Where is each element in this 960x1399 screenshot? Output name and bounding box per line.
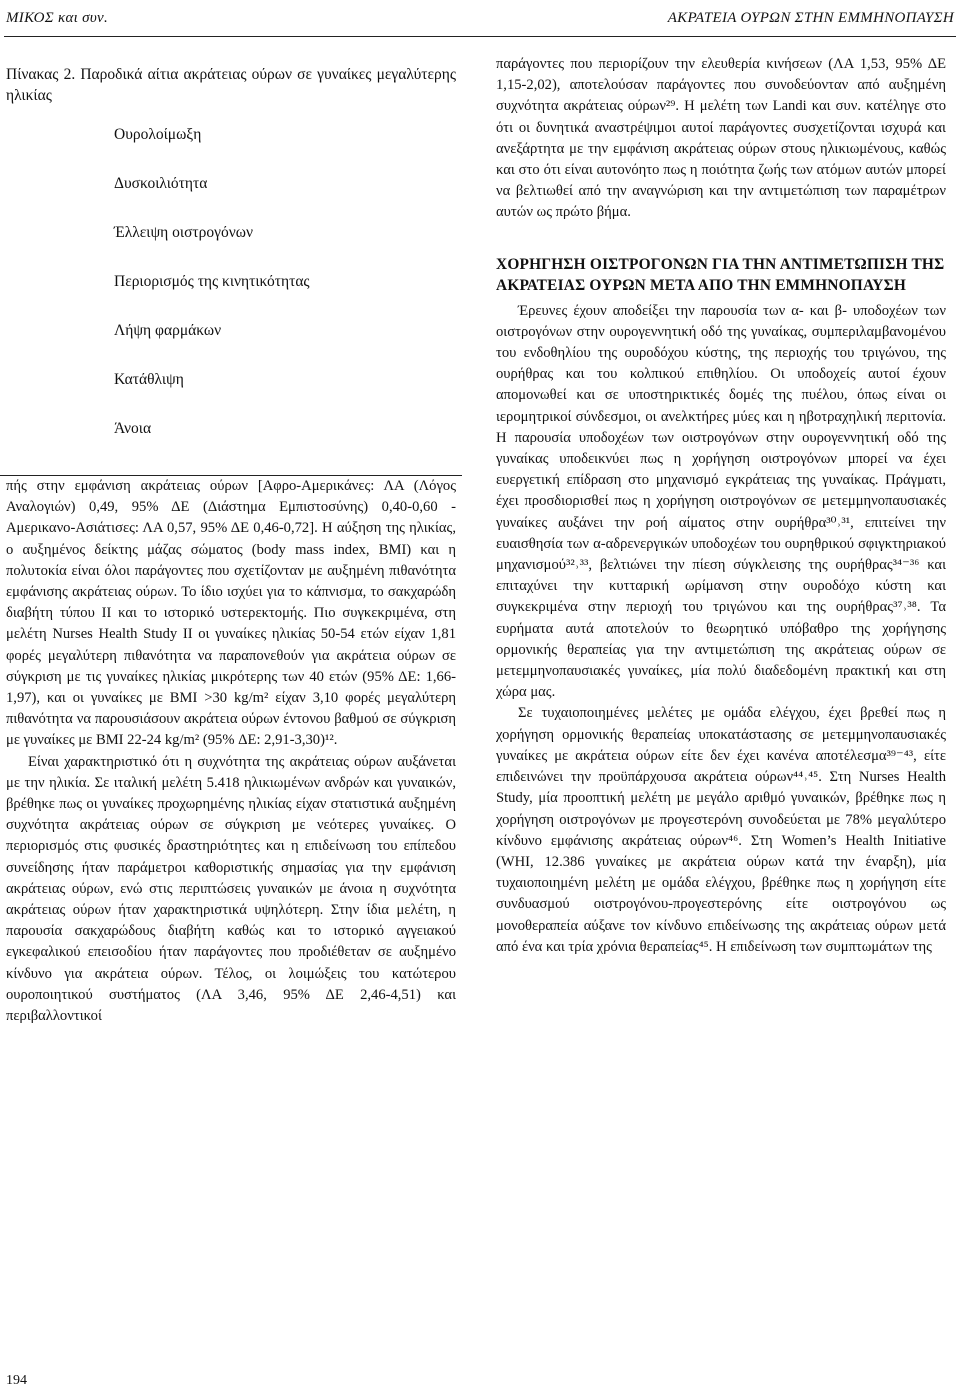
table-list [114, 124, 456, 467]
body-paragraph: πής στην εμφάνιση ακράτειας ούρων [Αφρο-Αμερικάνες: ΛΑ (Λόγος Αναλογιών) 0,49, 95% ΔΕ (Διάστημα Εμπιστοσύνης) 0,40-0,60 - Αμερικανο-Ασιάτισες: ΛΑ 0,57, 95% ΔΕ 0,46-0,72]. Η αύξηση της ηλικίας, ο αυξημένος δείκτης μάζας σώματος (body mass index, BMI) και η πολυτοκία είναι όλοι παράγοντες που σχετίζονταν με αυξημένη πιθανότητα εμφάνισης ακράτειας ούρων. Το ίδιο ισχύει για το κάπνισμα, το σακχαρώδη διαβήτη τύπου ΙΙ και το ιστορικό υστερεκτομής. Πιο συγκεκριμένα, στη μελέτη Nurses Health Study II οι γυναίκες ηλικίας 50-54 ετών είχαν 1,81 φορές μεγαλύτερη πιθανότητα να παραπονεθούν για ακράτεια ούρων σε σύγκριση με τις γυναίκες ηλικίας μικρότερης των 40 ετών (95% ΔΕ: 1,66-1,97), και οι γυναίκες με BMI >30 kg/m² είχαν 3,10 φορές μεγαλύτερη πιθανότητα να παρουσιάσουν ακράτεια ούρων έντονου βαθμού σε σύγκριση με γυναίκες με BMI 22-24 kg/m² (95% ΔΕ: 2,91-3,30)¹². [6, 478, 456, 749]
table-item: Περιορισμός της κινητικότητας [114, 273, 310, 290]
body-paragraph: Είναι χαρακτηριστικό ότι η συχνότητα της ακράτειας ούρων αυξάνεται με την ηλικία. Σε ιταλική μελέτη 5.418 ηλικιωμένων ανδρών και γυναικών, βρέθηκε πως οι γυναίκες προχωρημένης ηλικίας είχαν στατιστικά αυξημένη συχνότητα ακράτειας ούρων σε σύγκριση με νεότερες γυναίκες. Ο περιορισμός στις φυσικές δραστηριότητες και η επιδείνωση του επίπεδου συνείδησης ήταν παράμετροι καθοριστικής σημασίας για την εμφάνιση ακράτειας ούρων, ενώ στις περιπτώσεις γυναικών με άνοια η συχνότητα ακράτειας ούρων ήταν χαρακτηριστικά υψηλότερη. Στην ίδια μελέτη, η παρουσία σακχαρώδους διαβήτη καθώς και το ιστορικό αγγειακού εγκεφαλικού επεισοδίου ήταν παράγοντες που προδιέθεταν σε αυξημένο κίνδυνο για ακράτεια ούρων. Τέλος, οι λοιμώξεις του κατώτερου ουροποιητικού συστήματος (ΛΑ 3,46, 95% ΔΕ 2,46-4,51) και περιβαλλοντικοί [6, 753, 456, 1025]
body-paragraph: παράγοντες που περιορίζουν την ελευθερία κινήσεων (ΛΑ 1,53, 95% ΔΕ 1,15-2,02), αποτελούσαν παράγοντες που συνοδεύονταν από αυξημένη συχνότητα ακράτειας ούρων²⁹. Η μελέτη των Landi και συν. κατέληγε στο ότι οι δυνητικά αναστρέψιμοι αυτοί παράγοντες συσχετίζονται ισχυρά και ανεξάρτητα με την εμφάνιση ακράτειας ούρων στους ηλικιωμένους, καθώς και στο ότι είναι αυτονόητο πως η ποιότητα ζωής των ατόμων αυτών μπορεί να βελτιωθεί από την αναγνώριση και την αντιμετώπιση των παραμέτρων αυτών ως πρώτο βήμα. [496, 56, 946, 221]
table-item: Άνοια [114, 420, 152, 437]
table-caption: Πίνακας 2. Παροδικά αίτια ακράτειας ούρων σε γυναίκες μεγαλύτερης ηλικίας [6, 66, 456, 104]
body-paragraph: Έρευνες έχουν αποδείξει την παρουσία των α- και β- υποδοχέων των οιστρογόνων στην ουρογεννητική οδό της γυναίκας, συμπεριλαμβανομένου του ενδοθηλίου της ουροδόχου κύστης, της περιοχής του τριγώνου, της ουρήθρας και του κολπικού επιθηλίου. Οι υποδοχείς αυτοί έχουν απομονωθεί και σε υποστηρικτικές δομές της πυέλου, όπως είναι οι ιερομητρικοί σύνδεσμοι, οι ανελκτήρες μύες και η ηβοτραχηλική περιτονία. Η παρουσία υποδοχέων των οιστρογόνων στην ουρογεννητική οδό της γυναίκας υποδεικνύει πως η χορήγηση οιστρογόνων μπορεί να έχει ευεργετική επίδραση στο μηχανισμό εγκράτειας της γυναίκας. Πράγματι, έχει προσδιορισθεί πως η χορήγηση οιστρογόνων σε μετεμμηνοπαυσιακές γυναίκες αυξάνει την ροή αίματος στην ουρήθρα³⁰˒³¹, επιτείνει την ευαισθησία των α-αδρενεργικών υποδοχέων του ουρηθρικού σφιγκτηριακού μηχανισμού³²˒³³, βελτιώνει την πίεση σύγκλεισης της ουρήθρας³⁴⁻³⁶ και επιταχύνει την κυτταρική ωρίμανση στην ουροδόχο κύστη και συγκεκριμένα στην περιοχή του τριγώνου και της ουρήθρας³⁷˒³⁸. Τα ευρήματα αυτά αποτελούν το θεωρητικό υπόβαθρο της χορήγησης ορμονικής θεραπείας για την αντιμετώπιση της ακράτειας ούρων σε μετεμμηνοπαυσιακές γυναίκες, μία πολύ διαδεδομένη πρακτική και στη χώρα μας. [496, 302, 946, 701]
table-item: Κατάθλιψη [114, 371, 184, 388]
table-item: Ουρολοίμωξη [114, 126, 202, 143]
section-heading: ΧΟΡΗΓΗΣΗ ΟΙΣΤΡΟΓΟΝΩΝ ΓΙΑ ΤΗΝ ΑΝΤΙΜΕΤΩΠΙΣΗ ΤΗΣ ΑΚΡΑΤΕΙΑΣ ΟΥΡΩΝ ΜΕΤΑ ΑΠΟ ΤΗΝ ΕΜΜΗΝΟΠΑΥΣΗ [496, 255, 945, 295]
running-header-title: ΑΚΡΑΤΕΙΑ ΟΥΡΩΝ ΣΤΗΝ ΕΜΜΗΝΟΠΑΥΣΗ [667, 10, 954, 26]
running-header-authors: ΜΙΚΟΣ και συν. [6, 10, 109, 26]
header-rule [4, 36, 956, 37]
table-item: Λήψη φαρμάκων [114, 322, 222, 339]
right-column [496, 54, 946, 958]
table-item: Έλλειψη οιστρογόνων [114, 224, 253, 241]
table-item: Δυσκοιλιότητα [114, 175, 208, 192]
body-paragraph: Σε τυχαιοποιημένες μελέτες με ομάδα ελέγχου, έχει βρεθεί πως η χορήγηση ορμονικής θεραπείας υποκατάστασης σε μετεμμηνοπαυσιακές γυναίκες με ακράτεια ούρων είτε δεν έχει κανένα αποτέλεσμα³⁹⁻⁴³, είτε επιδεινώνει την προϋπάρχουσα ακράτεια ούρων⁴⁴˒⁴⁵. Στη Nurses Health Study, μία προοπτική μελέτη με μεγάλο αριθμό γυναικών, βρέθηκε πως η χορήγηση οιστρογόνων με προγεστερόνη συνοδεύεται με 78% μεγαλύτερο κίνδυνο εμφάνισης ακράτειας ούρων⁴⁶. Στη Women’s Health Initiative (WHI, 12.386 γυναίκες με ακράτεια ούρων κατά την έναρξη), μία τυχαιοποιημένη μελέτη με ομάδα ελέγχου, βρέθηκε πως η χορήγηση είτε συνδυασμού οιστρογόνου-προγεστερόνης είτε οιστρογόνου ως μονοθεραπεία αύξανε τον κίνδυνο επιδείνωσης της ακράτειας ούρων μετά από ένα και τρία χρόνια θεραπείας⁴⁵. Η επιδείνωση των συμπτωμάτων της [496, 705, 946, 955]
page-number: 194 [6, 1373, 27, 1388]
left-column [6, 54, 456, 1027]
